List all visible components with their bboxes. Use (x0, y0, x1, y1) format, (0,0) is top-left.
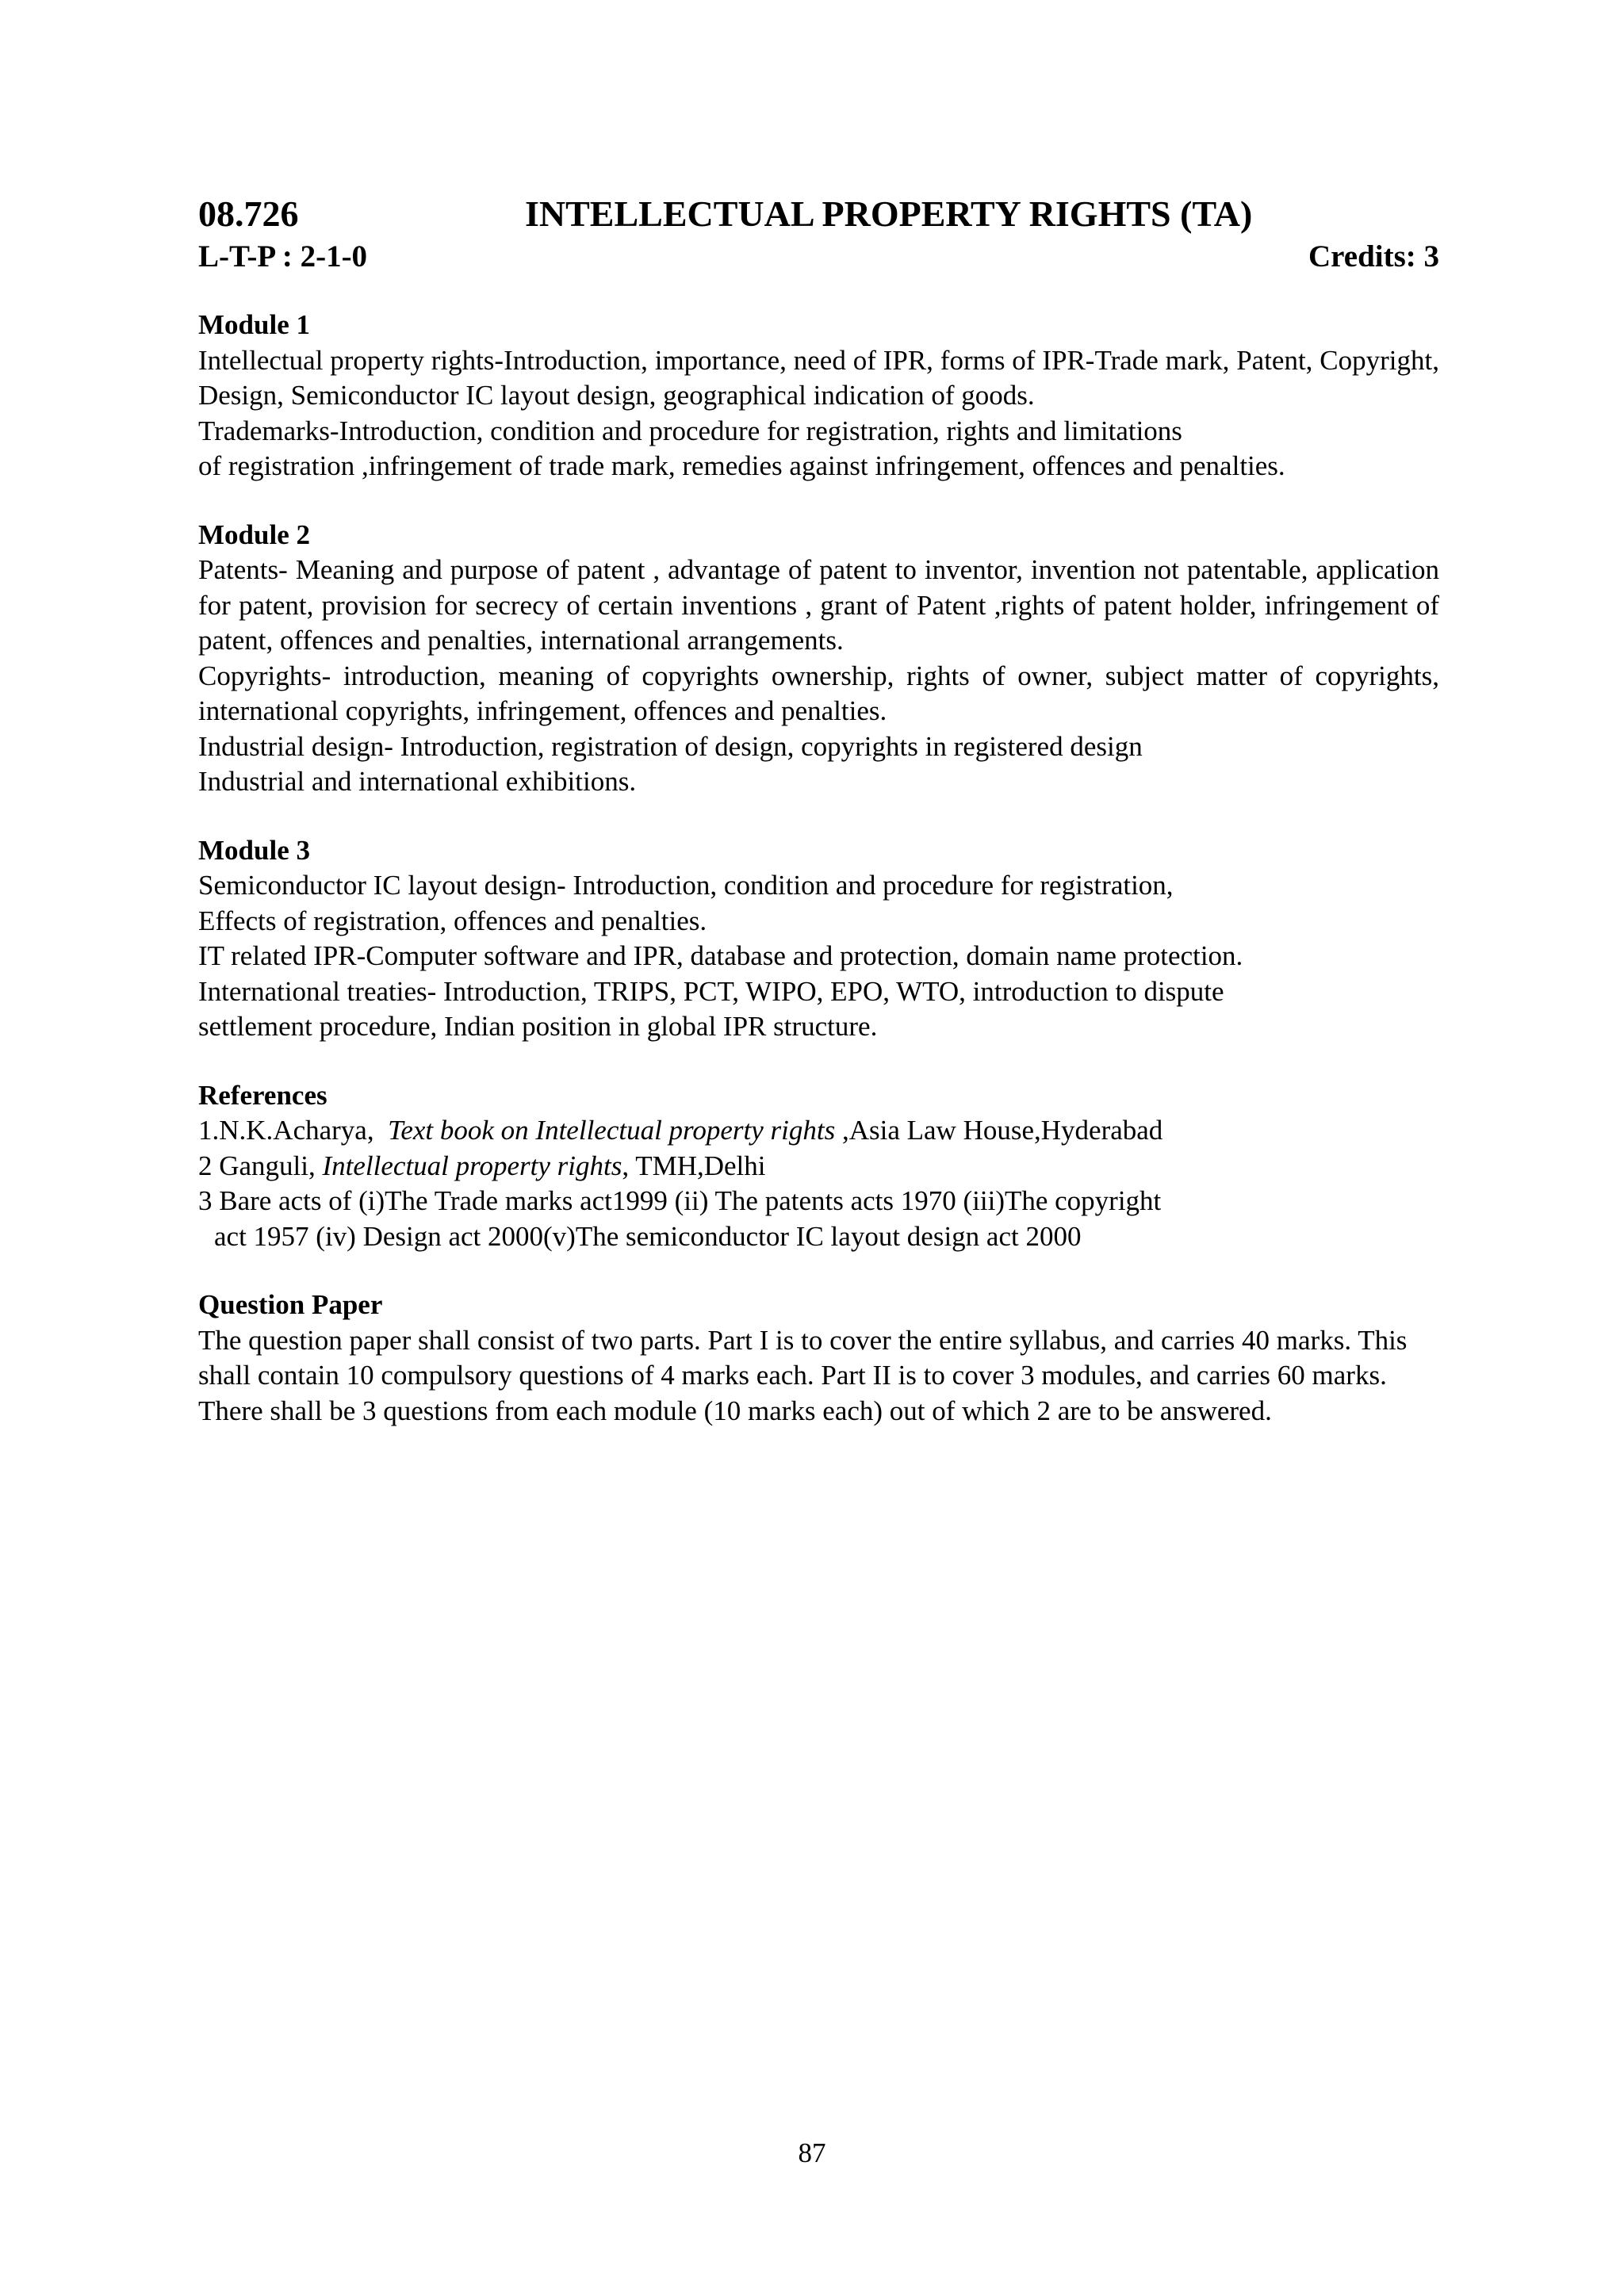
reference-prefix: 2 Ganguli, (198, 1150, 323, 1181)
reference-suffix: , TMH,Delhi (622, 1150, 766, 1181)
course-meta (198, 238, 1439, 276)
module-2-paragraph: Industrial and international exhibitions. (198, 766, 637, 797)
question-paper-section (198, 1288, 1439, 1429)
syllabus-page (198, 190, 1439, 1429)
module-3-section (198, 833, 1439, 1045)
reference-book-title: Text book on Intellectual property rights (388, 1115, 836, 1146)
module-2-paragraph: Patents- Meaning and purpose of patent , advantage of patent to inventor, invention not patentable, application for patent, provision for secrecy of certain inventions , grant of Patent ,rights of patent holder, infringement of patent, offences and penalties, international arrangements. (198, 554, 1439, 656)
reference-item (198, 1149, 1439, 1184)
module-2-section (198, 518, 1439, 800)
module-1-paragraph: Trademarks-Introduction, condition and procedure for registration, rights and limitations (198, 415, 1182, 446)
reference-prefix: 1.N.K.Acharya, (198, 1115, 389, 1146)
reference-suffix: ,Asia Law House,Hyderabad (835, 1115, 1163, 1146)
ltp-label: L-T-P : 2-1-0 (198, 239, 368, 274)
module-1-paragraph: of registration ,infringement of trade mark, remedies against infringement, offences and penalties. (198, 450, 1285, 481)
reference-book-title: Intellectual property rights (322, 1150, 622, 1181)
module-3-paragraph: Effects of registration, offences and penalties. (198, 905, 707, 936)
module-1-paragraph: Intellectual property rights-Introduction, importance, need of IPR, forms of IPR-Trade mark, Patent, Copyright, Design, Semiconductor IC layout design, geographical indication of goods. (198, 344, 1439, 411)
module-2-paragraph: Copyrights- introduction, meaning of copyrights ownership, rights of owner, subject matter of copyrights, international copyrights, infringement, offences and penalties. (198, 660, 1439, 726)
reference-item: 3 Bare acts of (i)The Trade marks act1999 (ii) The patents acts 1970 (iii)The copyright (198, 1185, 1162, 1216)
module-1-heading: Module 1 (198, 309, 310, 340)
module-2-heading: Module 2 (198, 519, 310, 550)
module-3-paragraph: Semiconductor IC layout design- Introduction, condition and procedure for registration, (198, 870, 1174, 901)
course-header (198, 190, 1439, 238)
module-3-paragraph: International treaties- Introduction, TRIPS, PCT, WIPO, EPO, WTO, introduction to dispute (198, 975, 1224, 1007)
references-heading: References (198, 1079, 327, 1111)
question-paper-text: The question paper shall consist of two parts. Part I is to cover the entire syllabus, and carries 40 marks. This shall contain 10 compulsory questions of 4 marks each. Part II is to cover 3 modules, and carries 60 marks. There shall be 3 questions from each module (10 marks each) out of which 2 are to be answered. (198, 1324, 1408, 1426)
course-code: 08.726 (198, 193, 299, 234)
question-paper-heading: Question Paper (198, 1289, 383, 1320)
module-2-paragraph: Industrial design- Introduction, registration of design, copyrights in registered design (198, 730, 1143, 762)
module-3-paragraph: settlement procedure, Indian position in global IPR structure. (198, 1011, 878, 1042)
reference-item-continuation: act 1957 (iv) Design act 2000(v)The semiconductor IC layout design act 2000 (214, 1220, 1082, 1252)
module-1-section (198, 308, 1439, 484)
page-number: 87 (798, 2137, 826, 2168)
references-section (198, 1078, 1439, 1255)
reference-item (198, 1113, 1439, 1149)
course-title: INTELLECTUAL PROPERTY RIGHTS (TA) (525, 193, 1253, 234)
module-3-paragraph: IT related IPR-Computer software and IPR, database and protection, domain name protection. (198, 940, 1243, 971)
credits-label: Credits: 3 (1308, 239, 1439, 274)
module-3-heading: Module 3 (198, 834, 310, 866)
